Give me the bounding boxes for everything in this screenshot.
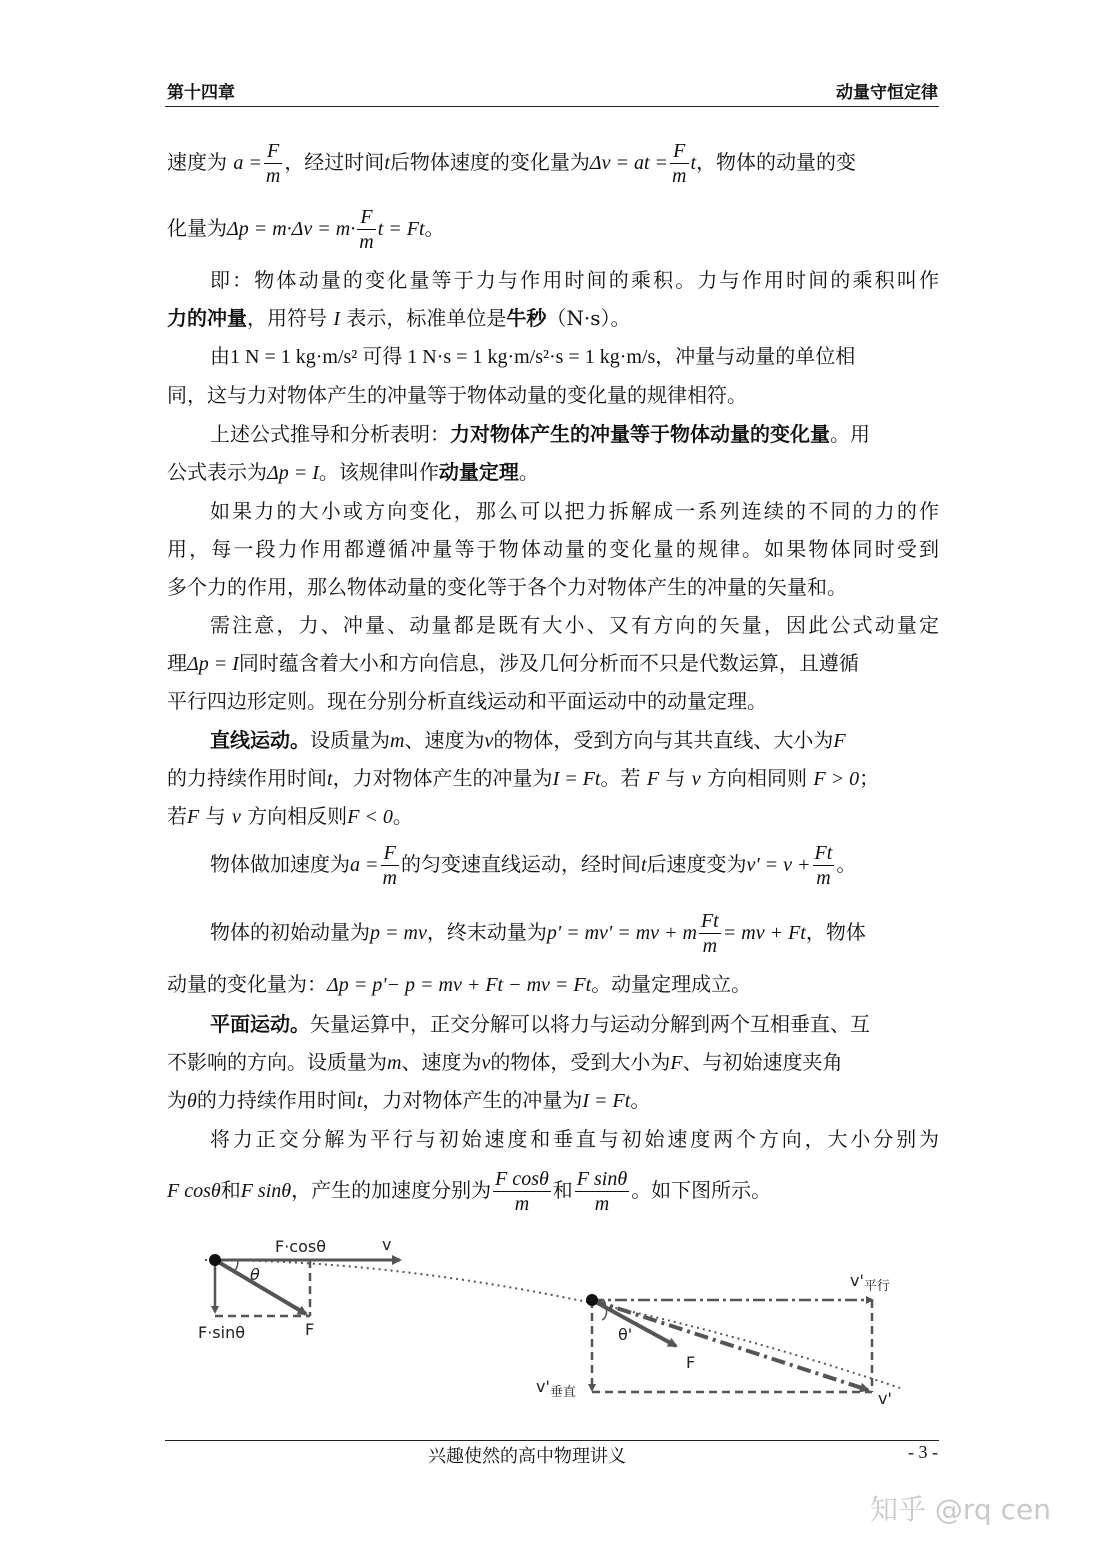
- fraction: $\frac{Ft}{m}$: [814, 842, 833, 889]
- object-point: [209, 1254, 221, 1266]
- para-line: 即：物体动量的变化量等于力与作用时间的乘积。力与作用时间的乘积叫作: [210, 268, 939, 292]
- para-line: 多个力的作用，那么物体动量的变化等于各个力对物体产生的冲量的矢量和。: [167, 575, 847, 599]
- formula: 1 N = 1 kg·m/s² 可得 1 N·s = 1 kg·m/s²·s = 1 kg·m/s: [230, 346, 656, 368]
- para-line: [167, 136, 939, 189]
- para-line: 不影响的方向。设质量为m、速度为v的物体，受到大小为F、与初始速度夹角: [167, 1050, 843, 1074]
- formula: a =: [233, 152, 262, 174]
- page-number: - 3 -: [908, 1442, 938, 1462]
- para-line: 由1 N = 1 kg·m/s² 可得 1 N·s = 1 kg·m/s²·s = 1 kg·m/s，冲量与动量的单位相: [210, 344, 856, 368]
- para-line: 物体的初始动量为p = mv，终末动量为p' = mv' = mv + m $\frac{Ft}{m}$ = mv + Ft，物体: [210, 910, 866, 957]
- fsin-label: F·sinθ: [198, 1323, 245, 1342]
- footer-rule: [165, 1440, 939, 1441]
- para-line: 平面运动。矢量运算中，正交分解可以将力与运动分解到两个互相垂直、互: [210, 1012, 870, 1036]
- vperp-label: $v'_{垂直}$: [536, 1377, 576, 1400]
- bold-term: 动量定理: [438, 460, 519, 484]
- text: 后物体速度的变化量为: [389, 150, 590, 174]
- para-line: F cosθ和F sinθ，产生的加速度分别为 $\frac{\text{F cosθ}}{m}$ 和 $\frac{\text{F sinθ}}{m}$ 。如下图所示。: [167, 1168, 772, 1215]
- var: t: [690, 152, 697, 174]
- force-label: F: [305, 1320, 315, 1339]
- force-decomposition-figure: [0, 1220, 1102, 1440]
- formula: t = Ft: [377, 218, 425, 240]
- text: ，经过时间: [284, 150, 385, 174]
- force-arrow: [215, 1260, 306, 1314]
- bold-term: 平面运动。: [210, 1012, 310, 1036]
- thetap-label: θ': [618, 1325, 633, 1344]
- bold-term: 牛秒: [506, 306, 547, 330]
- para-line: [167, 202, 939, 255]
- text: 。: [424, 216, 445, 240]
- var: t: [384, 152, 390, 174]
- fraction: $\frac{F}{m}$: [672, 140, 687, 187]
- fraction: $\frac{F}{m}$: [265, 140, 281, 187]
- bold-term: 力对物体产生的冲量等于物体动量的变化量: [450, 422, 830, 446]
- formula: Δp = m·Δv = m·: [227, 218, 356, 240]
- force-label: F: [686, 1353, 696, 1372]
- para-line: 动量的变化量为：Δp = p'− p = mv + Ft − mv = Ft。动量定理成立。: [167, 972, 752, 996]
- text: 速度为: [167, 150, 227, 174]
- para-line: 同，这与力对物体产生的冲量等于物体动量的变化量的规律相符。: [167, 383, 747, 407]
- fraction: $\frac{\text{F cosθ}}{m}$: [495, 1168, 549, 1215]
- vprime-arrow: [592, 1300, 868, 1390]
- para-line: 理Δp = I同时蕴含着大小和方向信息，涉及几何分析而不只是代数运算，且遵循: [167, 651, 859, 675]
- theta-label: θ: [250, 1265, 260, 1284]
- para-line: 需注意，力、冲量、动量都是既有大小、又有方向的矢量，因此公式动量定: [210, 613, 939, 637]
- formula: Δv = at =: [589, 152, 669, 174]
- object-point: [586, 1294, 598, 1306]
- watermark: 知乎 @rq cen: [870, 1493, 1051, 1526]
- fraction: $\frac{\text{F sinθ}}{m}$: [576, 1168, 628, 1215]
- para-line: 的力持续作用时间t，力对物体产生的冲量为I = Ft。若 F 与 v 方向相同则 F > 0；: [167, 766, 880, 790]
- vpar-label: $v'_{平行}$: [850, 1271, 890, 1294]
- para-line: 为θ的力持续作用时间t，力对物体产生的冲量为I = Ft。: [167, 1088, 651, 1112]
- chapter-label: 第十四章: [167, 83, 235, 103]
- footer-title: 兴趣使然的高中物理讲义: [428, 1446, 626, 1467]
- para-line: 力的冲量，用符号 I 表示，标准单位是牛秒（N·s）。: [167, 306, 631, 330]
- para-line: 用，每一段力作用都遵循冲量等于物体动量的变化量的规律。如果物体同时受到: [167, 537, 939, 561]
- v-label: v: [382, 1235, 392, 1254]
- fcos-label: F·cosθ: [275, 1237, 326, 1256]
- header-rule: [165, 106, 939, 107]
- bold-term: 力的冲量: [167, 306, 247, 330]
- para-line: 公式表示为Δp = I。该规律叫作动量定理。: [167, 460, 539, 484]
- chapter-title: 动量守恒定律: [836, 83, 938, 103]
- para-line: 物体做加速度为a = $\frac{F}{m}$ 的匀变速直线运动，经时间t后速度变为v' = v + $\frac{Ft}{m}$ 。: [210, 842, 857, 889]
- formula: Δp = I: [267, 462, 319, 484]
- formula: Δp = I: [187, 653, 239, 675]
- para-line: 上述公式推导和分析表明：力对物体产生的冲量等于物体动量的变化量。用: [210, 422, 870, 446]
- para-line: 如果力的大小或方向变化，那么可以把力拆解成一系列连续的不同的力的作: [210, 499, 939, 523]
- para-line: 直线运动。设质量为m、速度为v的物体，受到方向与其共直线、大小为F: [210, 728, 846, 752]
- para-line: 将力正交分解为平行与初始速度和垂直与初始速度两个方向，大小分别为: [210, 1127, 939, 1151]
- text: ，物体的动量的变: [696, 150, 857, 174]
- para-line: 平行四边形定则。现在分别分析直线运动和平面运动中的动量定理。: [167, 689, 767, 713]
- text: 化量为: [167, 216, 227, 240]
- fraction: $\frac{Ft}{m}$: [700, 910, 719, 957]
- vprime-label: v': [878, 1389, 892, 1408]
- fraction: $\frac{F}{m}$: [359, 206, 374, 253]
- para-line: 若F 与 v 方向相反则F < 0。: [167, 804, 413, 828]
- bold-term: 直线运动。: [210, 728, 310, 752]
- fraction: $\frac{F}{m}$: [382, 842, 397, 889]
